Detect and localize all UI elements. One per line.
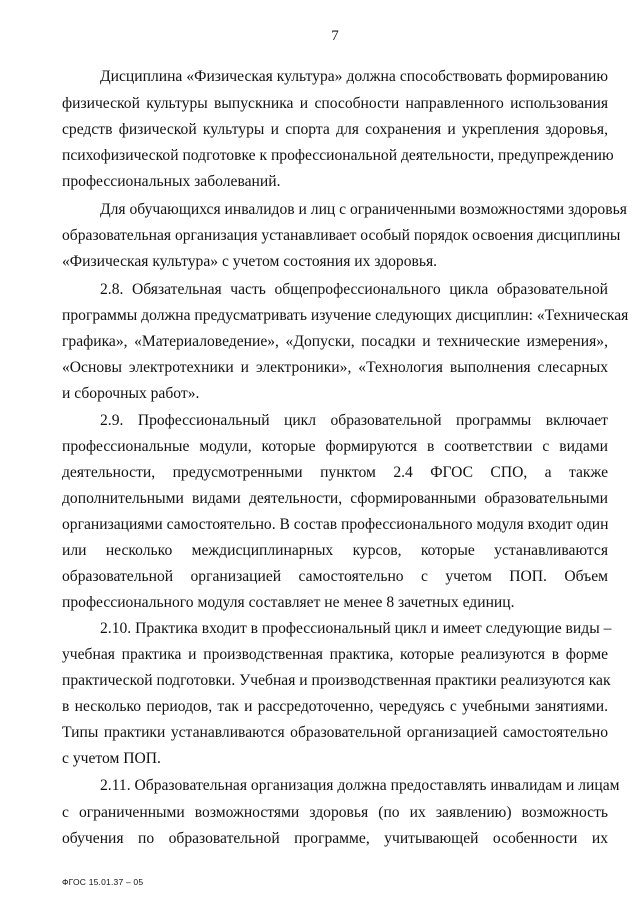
- text-line: Дисциплина «Физическая культура» должна способствовать формированию: [100, 68, 608, 85]
- text-line: средств физической культуры и спорта для сохранения и укрепления здоровья,: [62, 121, 608, 138]
- text-line: профессионального модуля составляет не менее 8 зачетных единиц.: [62, 594, 515, 611]
- text-line: дополнительными видами деятельности, сформированными образовательными: [62, 490, 608, 507]
- text-line: с ограниченными возможностями здоровья (по их заявлению) возможность: [62, 804, 608, 821]
- text-line: организациями самостоятельно. В состав профессионального модуля входит один: [62, 516, 609, 533]
- text-line: образовательная организация устанавливает особый порядок освоения дисциплины: [62, 227, 621, 244]
- text-line: Для обучающихся инвалидов и лиц с ограниченными возможностями здоровья: [100, 201, 627, 218]
- text-line: практической подготовки. Учебная и производственная практики реализуются как: [62, 672, 611, 689]
- text-line: физической культуры выпускника и способности направленного использования: [62, 95, 608, 112]
- text-line: образовательной организацией самостоятельно с учетом ПОП. Объем: [62, 568, 608, 585]
- text-line: 2.9. Профессиональный цикл образовательной программы включает: [100, 412, 608, 429]
- text-line: 2.11. Образовательная организация должна предоставлять инвалидам и лицам: [100, 777, 620, 794]
- text-line: графика», «Материаловедение», «Допуски, посадки и технические измерения»,: [62, 333, 608, 350]
- text-line: «Физическая культура» с учетом состояния их здоровья.: [62, 253, 438, 270]
- document-footer-code: ФГОС 15.01.37 – 05: [62, 877, 144, 887]
- text-line: профессиональных заболеваний.: [62, 173, 281, 190]
- text-line: профессиональные модули, которые формируются в соответствии с видами: [62, 438, 608, 455]
- text-line: или несколько междисциплинарных курсов, которые устанавливаются: [62, 542, 608, 559]
- text-line: обучения по образовательной программе, учитывающей особенности их: [62, 830, 608, 847]
- text-line: в несколько периодов, так и рассредоточенно, чередуясь с учебными занятиями.: [62, 698, 608, 715]
- page-number: 7: [331, 28, 339, 44]
- text-line: 2.10. Практика входит в профессиональный цикл и имеет следующие виды –: [100, 620, 612, 637]
- text-line: 2.8. Обязательная часть общепрофессионального цикла образовательной: [100, 281, 608, 298]
- text-line: и сборочных работ».: [62, 385, 200, 402]
- text-line: учебная практика и производственная практика, которые реализуются в форме: [62, 646, 608, 663]
- text-line: психофизической подготовке к профессиональной деятельности, предупреждению: [62, 147, 614, 164]
- text-line: с учетом ПОП.: [62, 750, 161, 767]
- text-line: программы должна предусматривать изучение следующих дисциплин: «Техническая: [62, 307, 629, 324]
- text-line: «Основы электротехники и электроники», «Технология выполнения слесарных: [62, 359, 608, 376]
- text-line: деятельности, предусмотренными пунктом 2.4 ФГОС СПО, а также: [62, 464, 608, 481]
- text-line: Типы практики устанавливаются образовательной организацией самостоятельно: [62, 724, 608, 741]
